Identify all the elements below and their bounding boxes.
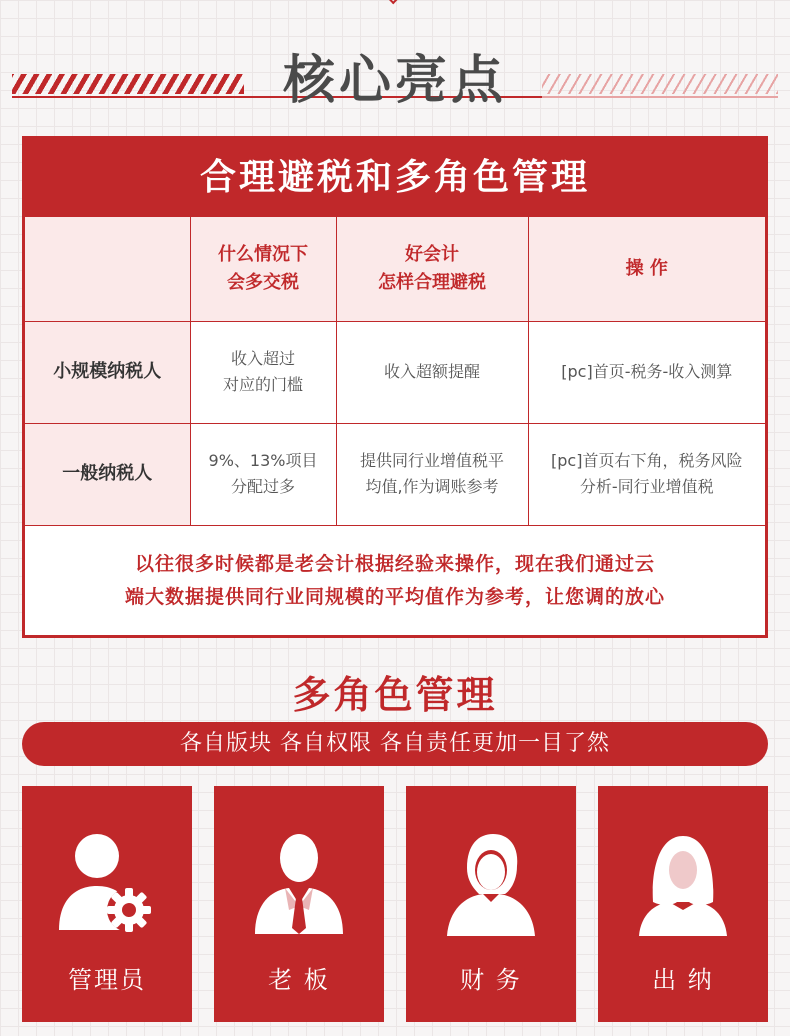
boss-suit-icon: [249, 830, 349, 940]
cell-text: 对应的门槛: [222, 375, 303, 394]
section-heading: [0, 30, 790, 110]
cell-text: 提供同行业增值税平: [359, 451, 504, 470]
cell-text: 均值,作为调账参考: [365, 477, 499, 496]
female-user-icon: [441, 830, 541, 940]
table-cell: [190, 423, 336, 525]
note-text: 以往很多时候都是老会计根据经验来操作，现在我们通过云: [134, 552, 655, 575]
header-text: 什么情况下: [218, 243, 308, 265]
cell-text: 9%、13%项目: [208, 451, 318, 470]
header-cell-when: [190, 217, 336, 321]
top-chevron-mark: [389, 0, 402, 4]
roles-heading: 多角色管理: [292, 673, 498, 717]
roles-banner: 各自版块 各自权限 各自责任更加一目了然: [22, 722, 768, 766]
table-cell: [336, 321, 528, 423]
admin-gear-user-icon: [57, 830, 157, 940]
table-row: [25, 423, 765, 525]
role-card-finance: [406, 786, 576, 1022]
table-cell: [528, 423, 765, 525]
header-text: 会多交税: [227, 271, 299, 293]
cell-text: [pc]首页右下角，税务风险: [551, 451, 743, 470]
role-label: 管理员: [68, 966, 146, 994]
header-text: 操 作: [625, 257, 668, 279]
header-text: 好会计: [405, 243, 459, 265]
role-label: 出 纳: [652, 966, 714, 994]
table-cell: [336, 423, 528, 525]
female-user-long-hair-icon: [633, 830, 733, 940]
note-text: 端大数据提供同行业同规模的平均值作为参考，让您调的放心: [124, 585, 665, 608]
card-note: [25, 526, 765, 636]
roles-grid: [22, 786, 768, 1022]
header-cell-empty: [25, 217, 190, 321]
cell-text: 收入超额提醒: [383, 362, 480, 381]
role-card-boss: [214, 786, 384, 1022]
header-text: 怎样合理避税: [378, 271, 486, 293]
role-card-cashier: [598, 786, 768, 1022]
tax-table-card: [22, 136, 768, 638]
header-cell-how: [336, 217, 528, 321]
table-cell: [528, 321, 765, 423]
table-cell: [190, 321, 336, 423]
tax-comparison-table: [25, 217, 765, 526]
table-header-row: [25, 217, 765, 321]
role-label: 老 板: [268, 966, 330, 994]
cell-text: [pc]首页-税务-收入测算: [561, 362, 733, 381]
page-title: 核心亮点: [282, 51, 507, 111]
card-title: 合理避税和多角色管理: [25, 139, 765, 217]
header-cell-operation: [528, 217, 765, 321]
row-label: 小规模纳税人: [25, 321, 190, 423]
cell-text: 分配过多: [230, 477, 295, 496]
role-label: 财 务: [460, 966, 522, 994]
row-label: 一般纳税人: [25, 423, 190, 525]
cell-text: 收入超过: [230, 349, 295, 368]
role-card-admin: [22, 786, 192, 1022]
cell-text: 分析-同行业增值税: [579, 477, 714, 496]
table-row: [25, 321, 765, 423]
